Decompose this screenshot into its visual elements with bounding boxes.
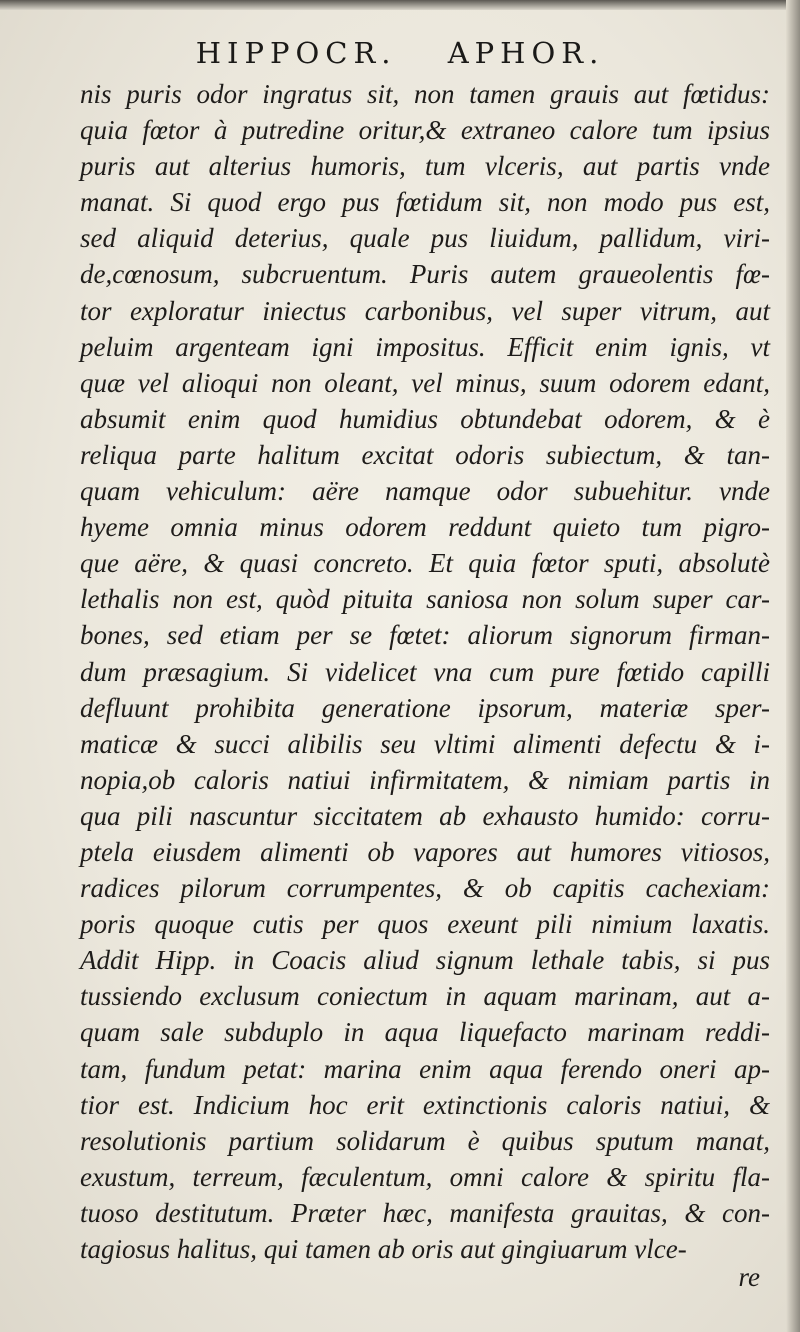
text-line: de,cœnosum, subcruentum. Puris autem graueolentis fœ- xyxy=(80,259,770,290)
catchword: re xyxy=(738,1262,760,1292)
text-line: quæ vel alioqui non oleant, vel minus, suum odorem edant, xyxy=(80,367,770,398)
text-line: ptela eiusdem alimenti ob vapores aut humores vitiosos, xyxy=(80,836,770,867)
text-line: manat. Si quod ergo pus fœtidum sit, non modo pus est, xyxy=(80,187,770,218)
running-header xyxy=(0,28,800,78)
text-line: puris aut alterius humoris, tum vlceris, aut partis vnde xyxy=(80,151,770,182)
text-line: quia fœtor à putredine oritur,& extraneo calore tum ipsius xyxy=(80,115,770,146)
text-line: resolutionis partium solidarum è quibus sputum manat, xyxy=(80,1125,770,1156)
text-line: defluunt prohibita generatione ipsorum, materiæ sper- xyxy=(80,692,770,723)
header-right: APHOR. xyxy=(447,36,605,70)
text-line: tam, fundum petat: marina enim aqua ferendo oneri ap- xyxy=(80,1053,770,1084)
text-line: que aëre, & quasi concreto. Et quia fœtor sputi, absolutè xyxy=(80,548,770,579)
text-line: maticæ & succi alibilis seu vltimi alimenti defectu & i- xyxy=(80,728,770,759)
text-line: tussiendo exclusum coniectum in aquam marinam, aut a- xyxy=(80,981,770,1012)
text-line: tior est. Indicium hoc erit extinctionis caloris natiui, & xyxy=(80,1089,770,1120)
text-line: tor exploratur iniectus carbonibus, vel super vitrum, aut xyxy=(80,295,770,326)
text-line: sed aliquid deterius, quale pus liuidum, pallidum, viri- xyxy=(80,223,770,254)
text-line: peluim argenteam igni impositus. Efficit enim ignis, vt xyxy=(80,331,770,362)
text-line: tagiosus halitus, qui tamen ab oris aut gingiuarum vlce- xyxy=(80,1234,687,1264)
text-line: quam vehiculum: aëre namque odor subuehitur. vnde xyxy=(80,476,770,507)
text-line: hyeme omnia minus odorem reddunt quieto tum pigro- xyxy=(80,512,770,543)
text-line: bones, sed etiam per se fœtet: aliorum signorum firman- xyxy=(80,620,770,651)
main-text-block xyxy=(80,76,770,1267)
text-line: dum præsagium. Si videlicet vna cum pure fœtido capilli xyxy=(80,656,770,687)
top-page-edge xyxy=(0,0,800,10)
header-left: HIPPOCR. xyxy=(195,36,397,70)
text-line: absumit enim quod humidius obtundebat odorem, & è xyxy=(80,403,770,434)
page-gutter-shadow xyxy=(786,0,800,1332)
text-line: nis puris odor ingratus sit, non tamen grauis aut fœtidus: xyxy=(80,79,770,109)
text-line: exustum, terreum, fæculentum, omni calore & spiritu fla- xyxy=(80,1161,770,1192)
text-line: radices pilorum corrumpentes, & ob capitis cachexiam: xyxy=(80,873,770,904)
text-line: tuoso destitutum. Præter hæc, manifesta grauitas, & con- xyxy=(80,1197,770,1228)
text-line: reliqua parte halitum excitat odoris subiectum, & tan- xyxy=(80,439,770,470)
text-line: qua pili nascuntur siccitatem ab exhausto humido: corru- xyxy=(80,800,770,831)
text-line: lethalis non est, quòd pituita saniosa non solum super car- xyxy=(80,584,770,615)
text-line: Addit Hipp. in Coacis aliud signum lethale tabis, si pus xyxy=(80,945,770,976)
text-line: poris quoque cutis per quos exeunt pili nimium laxatis. xyxy=(80,909,770,940)
text-line: nopia,ob caloris natiui infirmitatem, & nimiam partis in xyxy=(80,764,770,795)
text-line: quam sale subduplo in aqua liquefacto marinam reddi- xyxy=(80,1017,770,1048)
